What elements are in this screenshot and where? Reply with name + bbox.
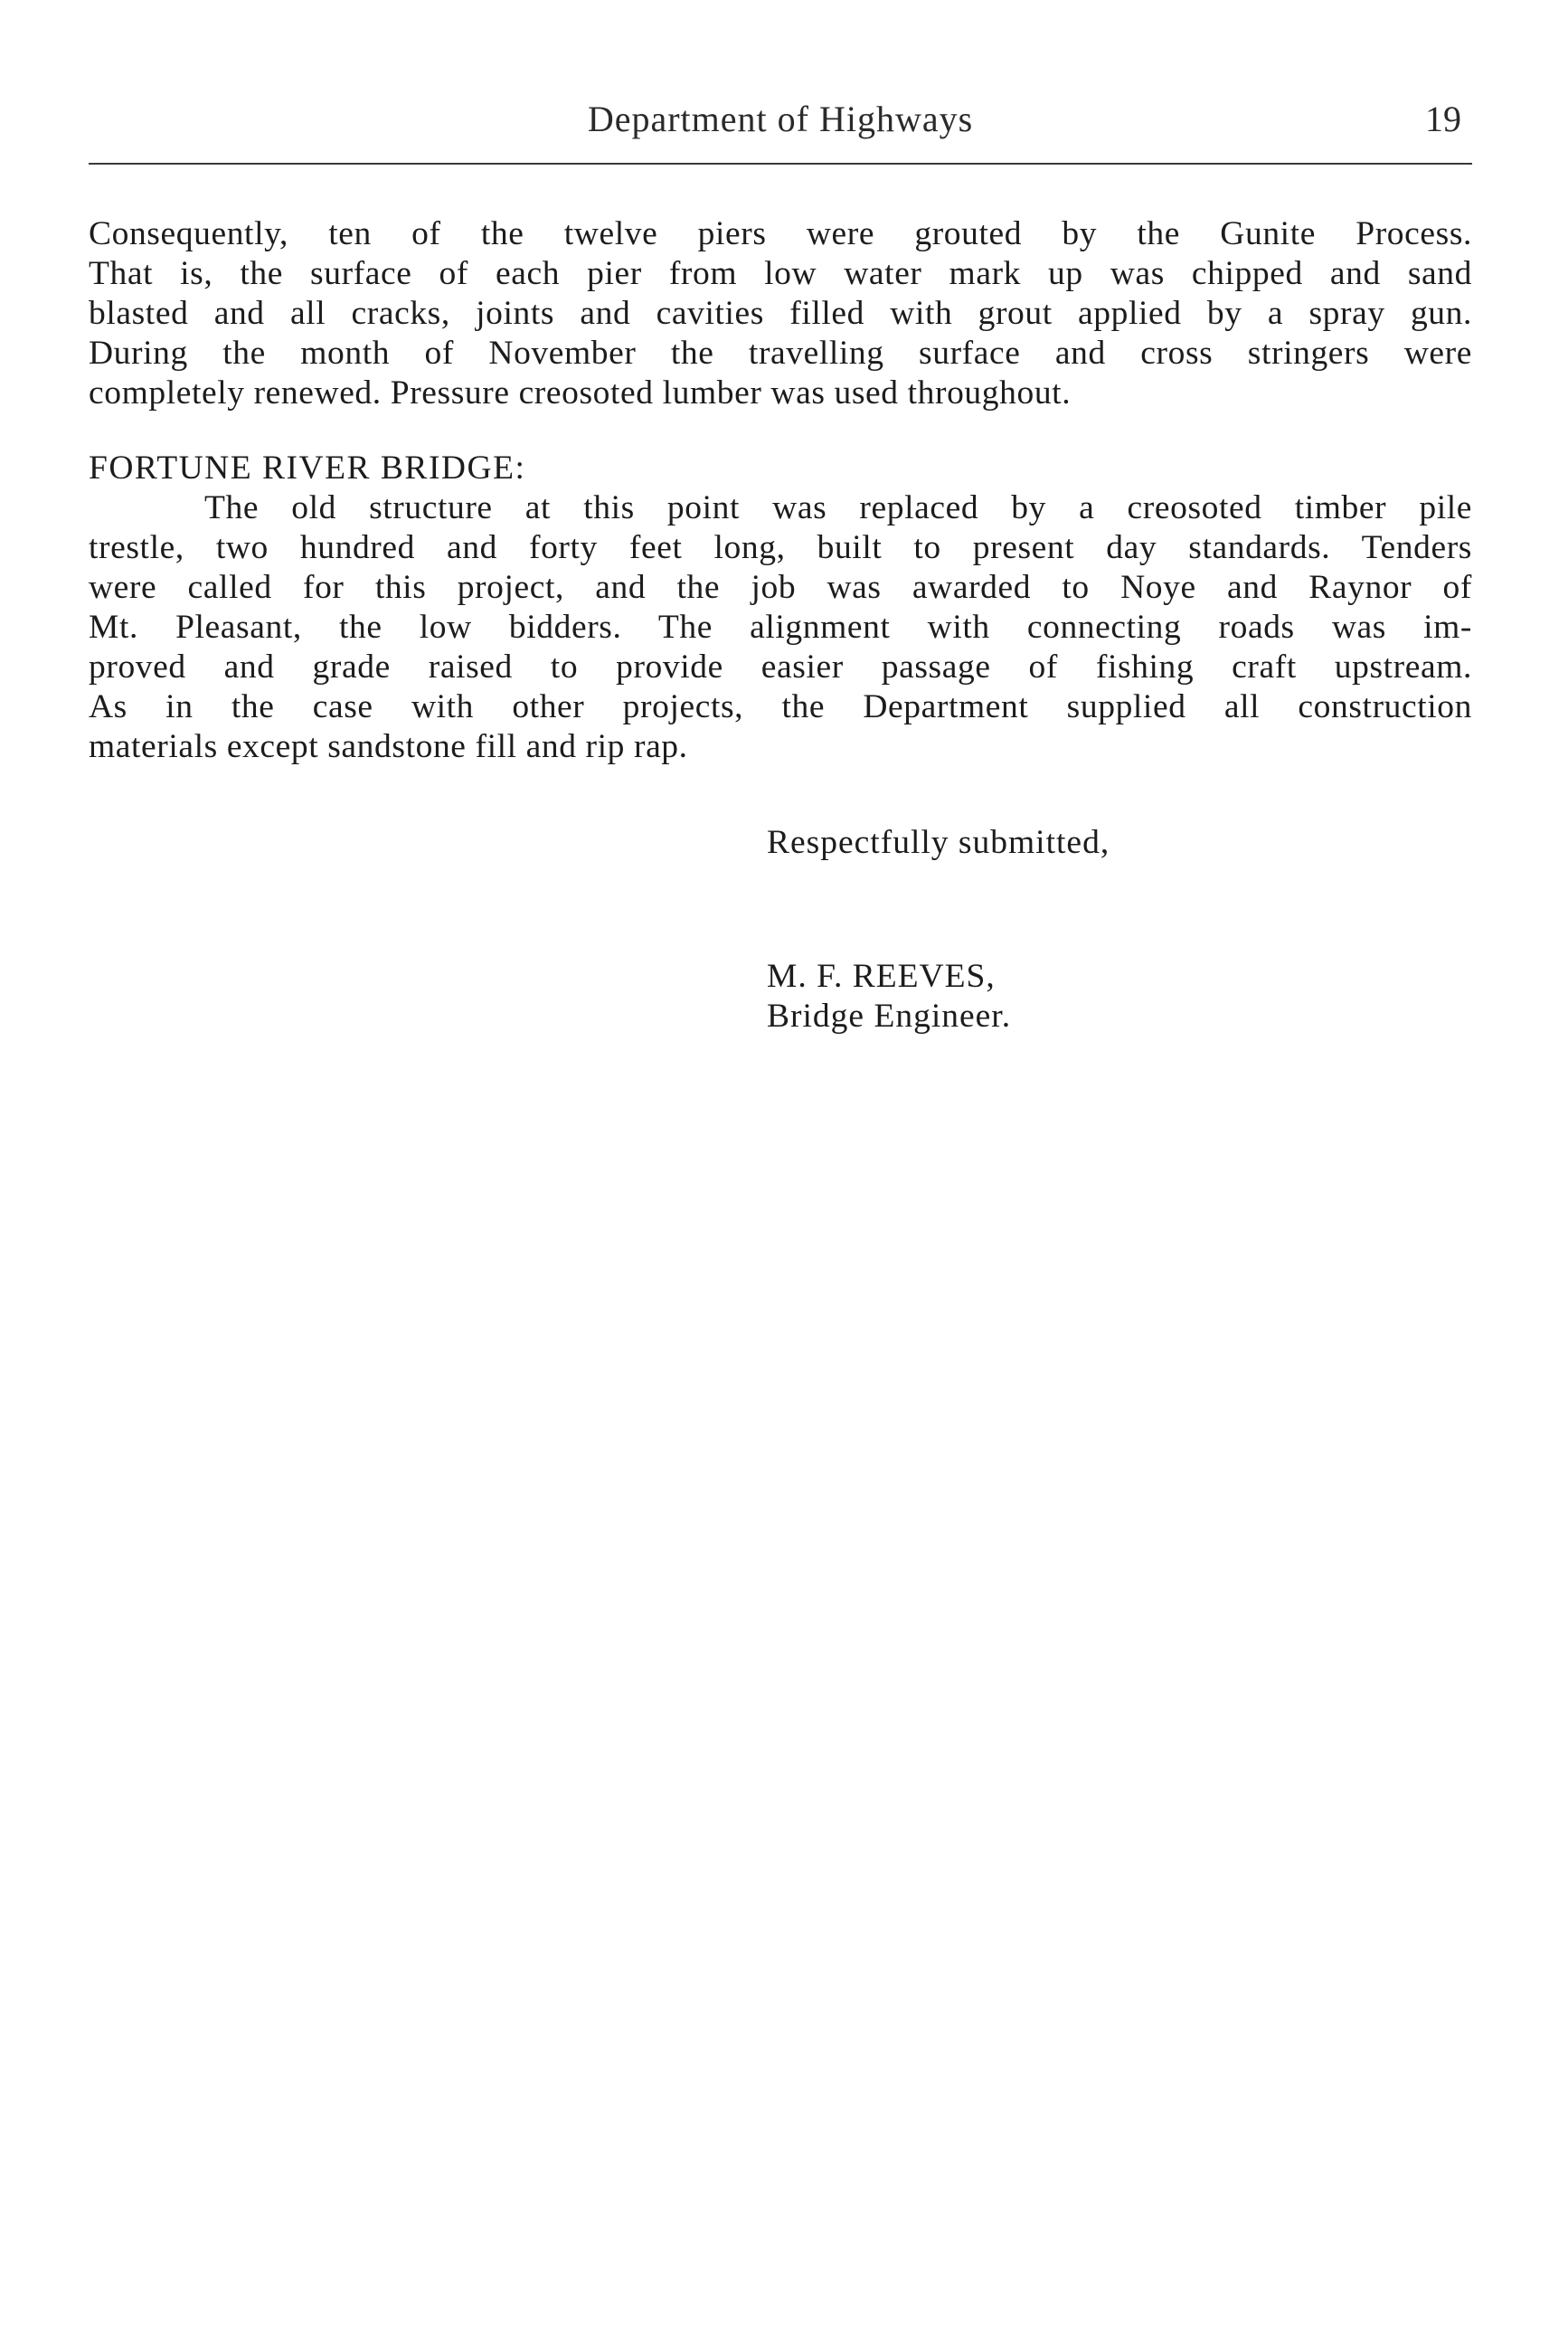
text-line: trestle, two hundred and forty feet long, built to present day standards. Tenders [89, 529, 1472, 566]
text-line: Consequently, ten of the twelve piers were grouted by the Gunite Process. [89, 215, 1472, 252]
text-line: During the month of November the travelling surface and cross stringers were [89, 335, 1472, 372]
text-line: completely renewed. Pressure creosoted lumber was used throughout. [89, 374, 1072, 412]
text-line: were called for this project, and the job was awarded to Noye and Raynor of [89, 569, 1472, 606]
paragraph-fortune-river-bridge [89, 488, 1472, 767]
page-number: 19 [1425, 99, 1461, 139]
running-title: Department of Highways [587, 99, 974, 139]
text-line: That is, the surface of each pier from low water mark up was chipped and sand [89, 255, 1472, 292]
text-line: The old structure at this point was replaced by a creosoted timber pile [204, 489, 1472, 526]
running-header [89, 98, 1472, 152]
signature-block [767, 957, 1011, 1037]
paragraph-gunite-repairs [89, 214, 1472, 413]
signatory-name: M. F. REEVES, [767, 958, 996, 995]
closing-salutation: Respectfully submitted, [767, 824, 1110, 861]
text-line: Mt. Pleasant, the low bidders. The alignment with connecting roads was im- [89, 609, 1472, 646]
text-line: materials except sandstone fill and rip rap. [89, 728, 688, 765]
text-line: As in the case with other projects, the Department supplied all construction [89, 688, 1472, 725]
section-heading: FORTUNE RIVER BRIDGE: [89, 450, 526, 487]
text-line: blasted and all cracks, joints and cavities filled with grout applied by a spray gun. [89, 295, 1472, 332]
header-rule [89, 163, 1472, 165]
signatory-title: Bridge Engineer. [767, 998, 1012, 1035]
text-line: proved and grade raised to provide easier passage of fishing craft upstream. [89, 649, 1472, 686]
